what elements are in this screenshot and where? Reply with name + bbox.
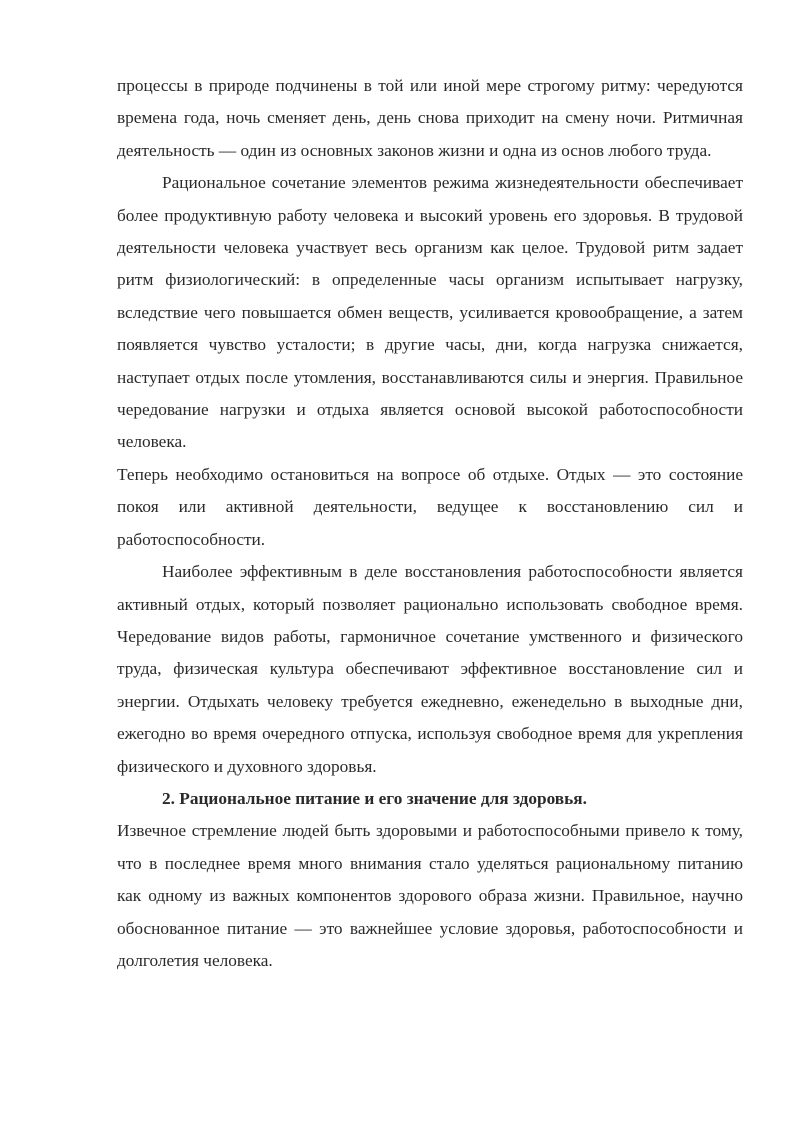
paragraph-regime: Рациональное сочетание элементов режима жизнедеятельности обеспечивает более продуктивную работу человека и высокий уровень его здоровья. В трудовой деятельности человека участвует весь организм как целое. Трудовой ритм задает ритм физиологический: в определенные часы организм испытывает нагрузку, вследствие чего повышается обмен веществ, усиливается кровообращение, а затем появляется чувство усталости; в другие часы, дни, когда нагрузка снижается, наступает отдых после утомления, восстанавливаются силы и энергия. Правильное чередование нагрузки и отдыха является основой высокой работоспособности человека.: [117, 173, 743, 452]
paragraph-rhythm: процессы в природе подчинены в той или иной мере строгому ритму: чередуются времена года, ночь сменяет день, день снова приходит на смену ночи. Ритмичная деятельность — один из основных законов жизни и одна из основ любого труда.: [117, 76, 743, 160]
paragraph-rest-definition: Теперь необходимо остановиться на вопросе об отдыхе. Отдых — это состояние покоя или активной деятельности, ведущее к восстановлению сил и работоспособности.: [117, 464, 743, 549]
paragraph-nutrition: Извечное стремление людей быть здоровыми и работоспособными привело к тому, что в последнее время много внимания стало уделяться рациональному питанию как одному из важных компонентов здорового образа жизни. Правильное, научно обоснованное питание — это важнейшее условие здоровья, работоспособности и долголетия человека.: [117, 821, 743, 970]
section-heading: 2. Рациональное питание и его значение для здоровья.: [162, 788, 587, 808]
document-page: [117, 70, 743, 977]
paragraph-active-rest: Наиболее эффективным в деле восстановления работоспособности является активный отдых, который позволяет рационально использовать свободное время. Чередование видов работы, гармоничное сочетание умственного и физического труда, физическая культура обеспечивают эффективное восстановление сил и энергии. Отдыхать человеку требуется ежедневно, еженедельно в выходные дни, ежегодно во время очередного отпуска, используя свободное время для укрепления физического и духовного здоровья.: [117, 562, 743, 776]
